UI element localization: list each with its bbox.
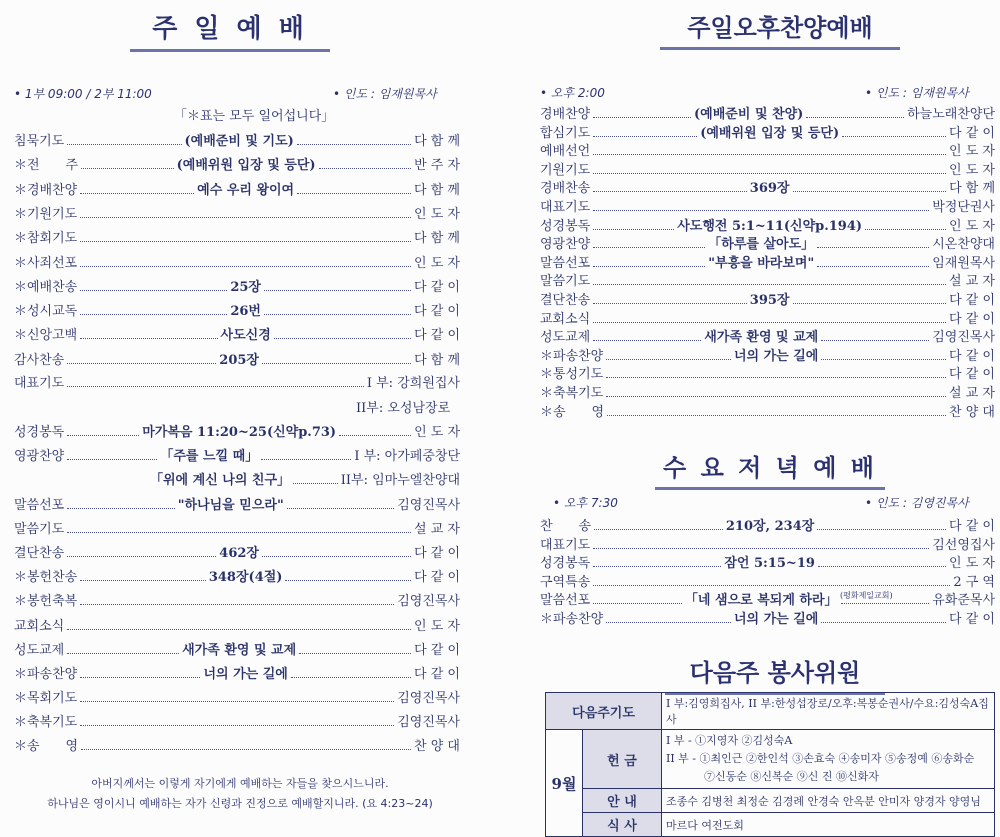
leader-dots [593,266,705,267]
item-person: 다 같 이 [949,348,995,364]
item-person: 다 함 께 [414,231,460,247]
list-item [14,324,460,343]
prayer-head: 다음주기도 [546,693,662,730]
list-item [540,196,995,215]
item-label: 말씀선포 [540,593,591,608]
list-item [14,735,460,754]
leader-dots [593,154,946,155]
item-person: 다 함 께 [414,182,460,198]
leader-dots [793,303,947,304]
item-label: 성도교제 [14,642,65,658]
next-week-servants-title [645,653,905,695]
item-label: 성경봉독 [540,556,591,571]
table-row [546,693,995,730]
leader-dots [80,266,411,267]
item-person: 다 같 이 [949,293,996,308]
anthem-1-choir: I 부: 아가페중창단 [354,449,461,464]
list-item [14,252,460,271]
item-label: ＊참회기도 [14,231,78,247]
item-person: 다 같 이 [414,642,461,658]
scripture-label: 성경봉독 [14,425,65,440]
wednesday-leader: • 인도 : 김영진목사 [865,496,969,510]
item-content: (예배위원 입장 및 등단) [700,125,840,141]
leader-dots [80,701,394,702]
prayer-row-1 [64,372,460,391]
guest-church-note: (평화제일교회) [840,591,893,600]
leader-dots [262,556,411,557]
item-content: (예배준비 및 찬양) [694,107,804,122]
item-person: 인 도 자 [414,618,460,634]
offering-line-2: II 부 - ①최인근 ②한인석 ③손효숙 ④송미자 ⑤송정예 ⑥송화순 [666,752,975,765]
list-item [540,103,995,122]
list-item [540,233,995,252]
leader-dots [80,217,411,218]
list-item [540,140,995,159]
item-label: 교회소식 [540,311,591,327]
item-content: 새가족 환영 및 교제 [704,330,819,346]
item-label: ＊송 영 [14,739,79,754]
leader-dots [817,529,946,530]
service-time: • 1부 09:00 / 2부 11:00 [14,87,152,101]
list-item [540,252,995,271]
leader-dots [261,459,351,460]
list-item [14,179,460,198]
item-person: 다 같 이 [949,611,995,627]
leader-dots [293,483,338,484]
list-item [540,589,995,608]
leader-dots [80,580,206,581]
item-person: 다 같 이 [949,311,995,327]
item-content: 369장 [749,181,790,197]
item-label: ＊봉헌축복 [14,594,78,610]
list-item [14,154,460,173]
item-person: 인 도 자 [414,255,460,271]
item-label: ＊전 주 [14,158,79,174]
leader-dots [80,290,227,291]
item-person: 시온찬양대 [932,237,995,253]
item-label: 영광찬양 [540,237,591,253]
list-item [14,227,460,246]
item-content: 사도신경 [220,328,271,344]
item-label: ＊봉헌찬송 [14,570,78,586]
leader-dots [67,435,139,436]
item-person: 임재원목사 [932,255,996,271]
leader-dots [67,386,364,387]
item-person: 다 같 이 [414,570,461,586]
item-content: 25장 [230,279,261,295]
item-content: 「하루를 살아도」 [708,237,815,253]
leader-dots [593,210,929,211]
leader-dots [606,396,946,397]
item-label: ＊파송찬양 [14,666,78,682]
leader-dots [67,144,181,145]
offering-servants [662,730,995,789]
item-label: 대표기도 [540,200,591,215]
item-content: 새가족 환영 및 교제 [182,642,297,658]
item-person: 설 교 자 [949,386,995,401]
scripture-reader: 인 도 자 [414,425,461,440]
list-item [14,349,460,368]
leader-dots [606,359,731,360]
item-label: 합심기도 [540,125,591,141]
leader-dots [80,193,194,194]
item-content: 잠언 5:15~19 [724,556,815,571]
meal-servants: 마르다 여전도회 [662,813,995,837]
item-content: 너의 가는 길에 [203,666,288,682]
offering-head: 헌 금 [583,730,662,789]
item-label: 말씀기도 [540,274,591,290]
next-week-servants-table [545,692,995,837]
leader-dots [67,508,175,509]
list-item [540,515,995,534]
anthem-2-choir: II부: 임마누엘찬양대 [340,473,460,488]
list-item [540,534,995,553]
wednesday-service-title [645,448,895,490]
leader-dots [593,303,747,304]
anthem-2-title: 「위에 계신 나의 친구」 [150,473,291,488]
usher-servants: 조종수 김병천 최정순 김경례 안경숙 안옥분 안미자 양경자 양영님 [662,789,995,813]
anthem-label: 영광찬양 [14,449,65,464]
list-item [14,276,460,295]
leader-dots [606,377,946,378]
item-label: ＊신앙고백 [14,328,78,344]
leader-dots [821,340,929,341]
wednesday-service-title-text: 수 요 저 녁 예 배 [663,454,877,482]
item-label: ＊경배찬양 [14,182,78,198]
anthem-1-title: 「주를 느낄 때」 [160,449,259,464]
title-underline [660,47,900,50]
item-content: "하나님을 믿으라" [177,498,284,513]
leader-dots [817,266,929,267]
item-content: 너의 가는 길에 [733,611,819,627]
leader-dots [606,622,731,623]
item-person: 다 같 이 [414,304,460,320]
scripture-text: 마가복음 11:20~25(신약p.73) [142,425,337,440]
item-person: 다 함 께 [414,134,461,149]
leader-dots [339,435,411,436]
leader-dots [593,229,674,230]
item-label: ＊사죄선포 [14,255,78,271]
prayer-servants: I 부:김영희집사, II 부:한성섭장로/오후:복봉순권사/수요:김성숙A집사 [662,693,995,730]
leader-dots [319,168,412,169]
item-content: 사도행전 5:1~11(신약p.194) [677,218,863,234]
prayer-label: 대표기도 [14,376,65,391]
item-label: 감사찬송 [14,352,65,368]
leader-dots [593,247,705,248]
leader-dots [81,168,174,169]
anthem-row-2 [150,469,460,488]
item-person: 김선영집사 [932,537,995,553]
item-label: 예배선언 [540,144,591,160]
item-person: 김영진목사 [397,690,460,706]
scripture-row [14,421,460,440]
leader-dots [841,603,930,604]
item-person: 하늘노래찬양단 [907,107,995,122]
list-item [540,401,995,420]
item-content: 26번 [230,304,261,320]
leader-dots [821,359,946,360]
item-content: (예배준비 및 기도) [184,134,294,149]
item-person: 다 같 이 [414,279,460,295]
list-item [540,363,995,382]
list-item [14,518,460,537]
item-label: ＊통성기도 [540,367,604,383]
leader-dots [593,566,721,567]
leader-dots [262,363,411,364]
leader-dots [285,580,411,581]
item-label: 교회소식 [14,618,65,634]
list-item [540,215,995,234]
service-leader: • 인도 : 임재원목사 [333,87,437,101]
leader-dots [80,725,394,726]
item-person: 찬 양 대 [414,739,460,754]
list-item [14,130,460,149]
list-item [14,566,460,585]
item-person: 다 같 이 [949,519,995,534]
leader-dots [821,622,946,623]
leader-dots [80,604,394,605]
usher-head: 안 내 [583,789,662,813]
list-item [540,289,995,308]
list-item [540,270,995,289]
item-person: 김영진목사 [397,498,461,513]
list-item [14,203,460,222]
item-label: ＊축복기도 [540,386,604,401]
table-row [546,730,995,789]
item-label: 결단찬송 [14,546,65,562]
leader-dots [593,603,682,604]
offering-line-3: ⑦신동순 ⑧신복순 ⑨신 진 ⑩신화자 [704,770,879,783]
item-person: 다 같 이 [414,546,461,562]
leader-dots [67,629,411,630]
leader-dots [81,749,411,750]
table-row [546,813,995,837]
item-label: 말씀선포 [540,255,591,271]
list-item [14,300,460,319]
item-label: 말씀선포 [14,498,65,513]
leader-dots [817,247,929,248]
afternoon-service-title [650,8,910,50]
leader-dots [593,585,950,586]
item-person: 인 도 자 [414,206,460,222]
sunday-service-title-text: 주 일 예 배 [152,14,308,44]
prayer-1: I 부: 강희원집사 [366,376,460,391]
leader-dots [593,340,701,341]
item-label: 대표기도 [540,537,591,553]
list-item [14,663,460,682]
item-label: ＊예배찬송 [14,279,78,295]
list-item [540,345,995,364]
table-row [546,789,995,813]
item-label: 결단찬송 [540,293,591,308]
leader-dots [287,508,395,509]
item-content: (예배위원 입장 및 등단) [176,158,316,174]
leader-dots [80,241,411,242]
anthem-row-1 [14,445,460,464]
item-person: 인 도 자 [949,218,995,234]
item-person: 박정단권사 [932,200,995,215]
item-label: ＊목회기도 [14,690,78,706]
item-label: ＊파송찬양 [540,611,604,627]
meal-head: 식 사 [583,813,662,837]
item-content: 205장 [219,352,259,368]
leader-dots [793,191,947,192]
item-person: 김영진목사 [397,594,460,610]
item-label: 말씀기도 [14,522,65,538]
leader-dots [806,117,904,118]
bible-verse-1: 아버지께서는 이렇게 자기에게 예배하는 자들을 찾으시느니라. [91,777,389,790]
item-label: 경배찬양 [540,107,591,122]
leader-dots [274,338,411,339]
leader-dots [67,653,179,654]
list-item [540,552,995,571]
leader-dots [264,290,411,291]
item-label: 성도교제 [540,330,591,346]
list-item [14,711,460,730]
item-person: 다 함 께 [414,352,461,368]
item-label: ＊기원기도 [14,206,78,222]
list-item [540,177,995,196]
title-underline [130,49,330,52]
item-person: 인 도 자 [949,144,995,160]
leader-dots [593,191,747,192]
item-label: ＊성시교독 [14,304,78,320]
prayer-2: II부: 오성남장로 [356,401,451,416]
leader-dots [865,229,946,230]
leader-dots [264,314,411,315]
item-label: 성경봉독 [540,218,591,234]
item-content: "부흥을 바라보며" [708,255,815,271]
leader-dots [291,677,411,678]
item-person: 2 구 역 [953,574,995,590]
item-person: 설 교 자 [949,274,995,290]
leader-dots [593,548,929,549]
title-underline [655,487,885,490]
standing-notice: 「＊표는 모두 일어섭니다」 [174,109,335,124]
wednesday-time: • 오후 7:30 [553,496,618,510]
sunday-service-title [120,8,340,52]
list-item [14,687,460,706]
afternoon-leader: • 인도 : 임재원목사 [865,86,969,100]
leader-dots [80,314,227,315]
list-item [540,308,995,327]
item-person: 반 주 자 [414,158,461,174]
item-label: 침묵기도 [14,134,65,149]
item-label: 구역특송 [540,574,591,590]
item-content: 「네 샘으로 복되게 하라」 [684,593,838,608]
leader-dots [842,136,946,137]
list-item [540,122,995,141]
leader-dots [67,363,216,364]
list-item [540,571,995,590]
item-label: 찬 송 [540,519,592,534]
leader-dots [593,173,946,174]
list-item [14,615,460,634]
bible-verse-2: 하나님은 영이시니 예배하는 자가 신령과 진정으로 예배할지니라. (요 4:23~24) [47,797,433,810]
item-content: 210장, 234장 [725,519,815,534]
leader-dots [299,653,411,654]
leader-dots [67,556,216,557]
leader-dots [594,529,723,530]
item-content: 462장 [219,546,259,562]
list-item [540,326,995,345]
item-person: 김영진목사 [397,714,460,730]
leader-dots [297,144,411,145]
item-person: 설 교 자 [414,522,460,538]
afternoon-service-title-text: 주일오후찬양예배 [687,14,873,42]
leader-dots [593,117,691,118]
list-item [540,159,995,178]
item-person: 인 도 자 [949,556,995,571]
item-person: 다 같 이 [414,328,461,344]
afternoon-time: • 오후 2:00 [540,86,605,100]
offering-line-1: I 부 - ①지영자 ②김성숙A [666,734,793,747]
item-person: 다 같 이 [414,666,460,682]
leader-dots [607,415,946,416]
list-item [14,639,460,658]
item-person: 다 함 께 [949,181,996,197]
item-content: 너의 가는 길에 [733,348,819,364]
item-label: 기원기도 [540,162,591,178]
list-item [540,608,995,627]
leader-dots [593,284,946,285]
item-person: 유화준목사 [932,593,996,608]
leader-dots [297,193,411,194]
item-content: 예수 우리 왕이여 [197,182,295,198]
leader-dots [80,677,200,678]
list-item [540,382,995,401]
next-week-servants-title-text: 다음주 봉사위원 [689,659,861,687]
leader-dots [67,459,157,460]
item-label: ＊파송찬양 [540,348,604,364]
leader-dots [818,566,946,567]
leader-dots [593,136,697,137]
item-person: 다 같 이 [949,367,995,383]
item-content: 395장 [749,293,790,308]
item-label: ＊송 영 [540,404,605,420]
item-label: 경배찬송 [540,181,591,197]
leader-dots [80,338,217,339]
item-content: 348장(4절) [208,570,283,586]
month-cell: 9월 [546,730,583,837]
item-person: 찬 양 대 [949,404,995,420]
item-person: 김영진목사 [932,330,996,346]
item-person: 인 도 자 [949,162,995,178]
list-item [14,590,460,609]
leader-dots [593,322,946,323]
item-label: ＊축복기도 [14,714,78,730]
list-item [14,494,460,513]
list-item [14,542,460,561]
leader-dots [67,532,411,533]
item-person: 다 같 이 [949,125,995,141]
